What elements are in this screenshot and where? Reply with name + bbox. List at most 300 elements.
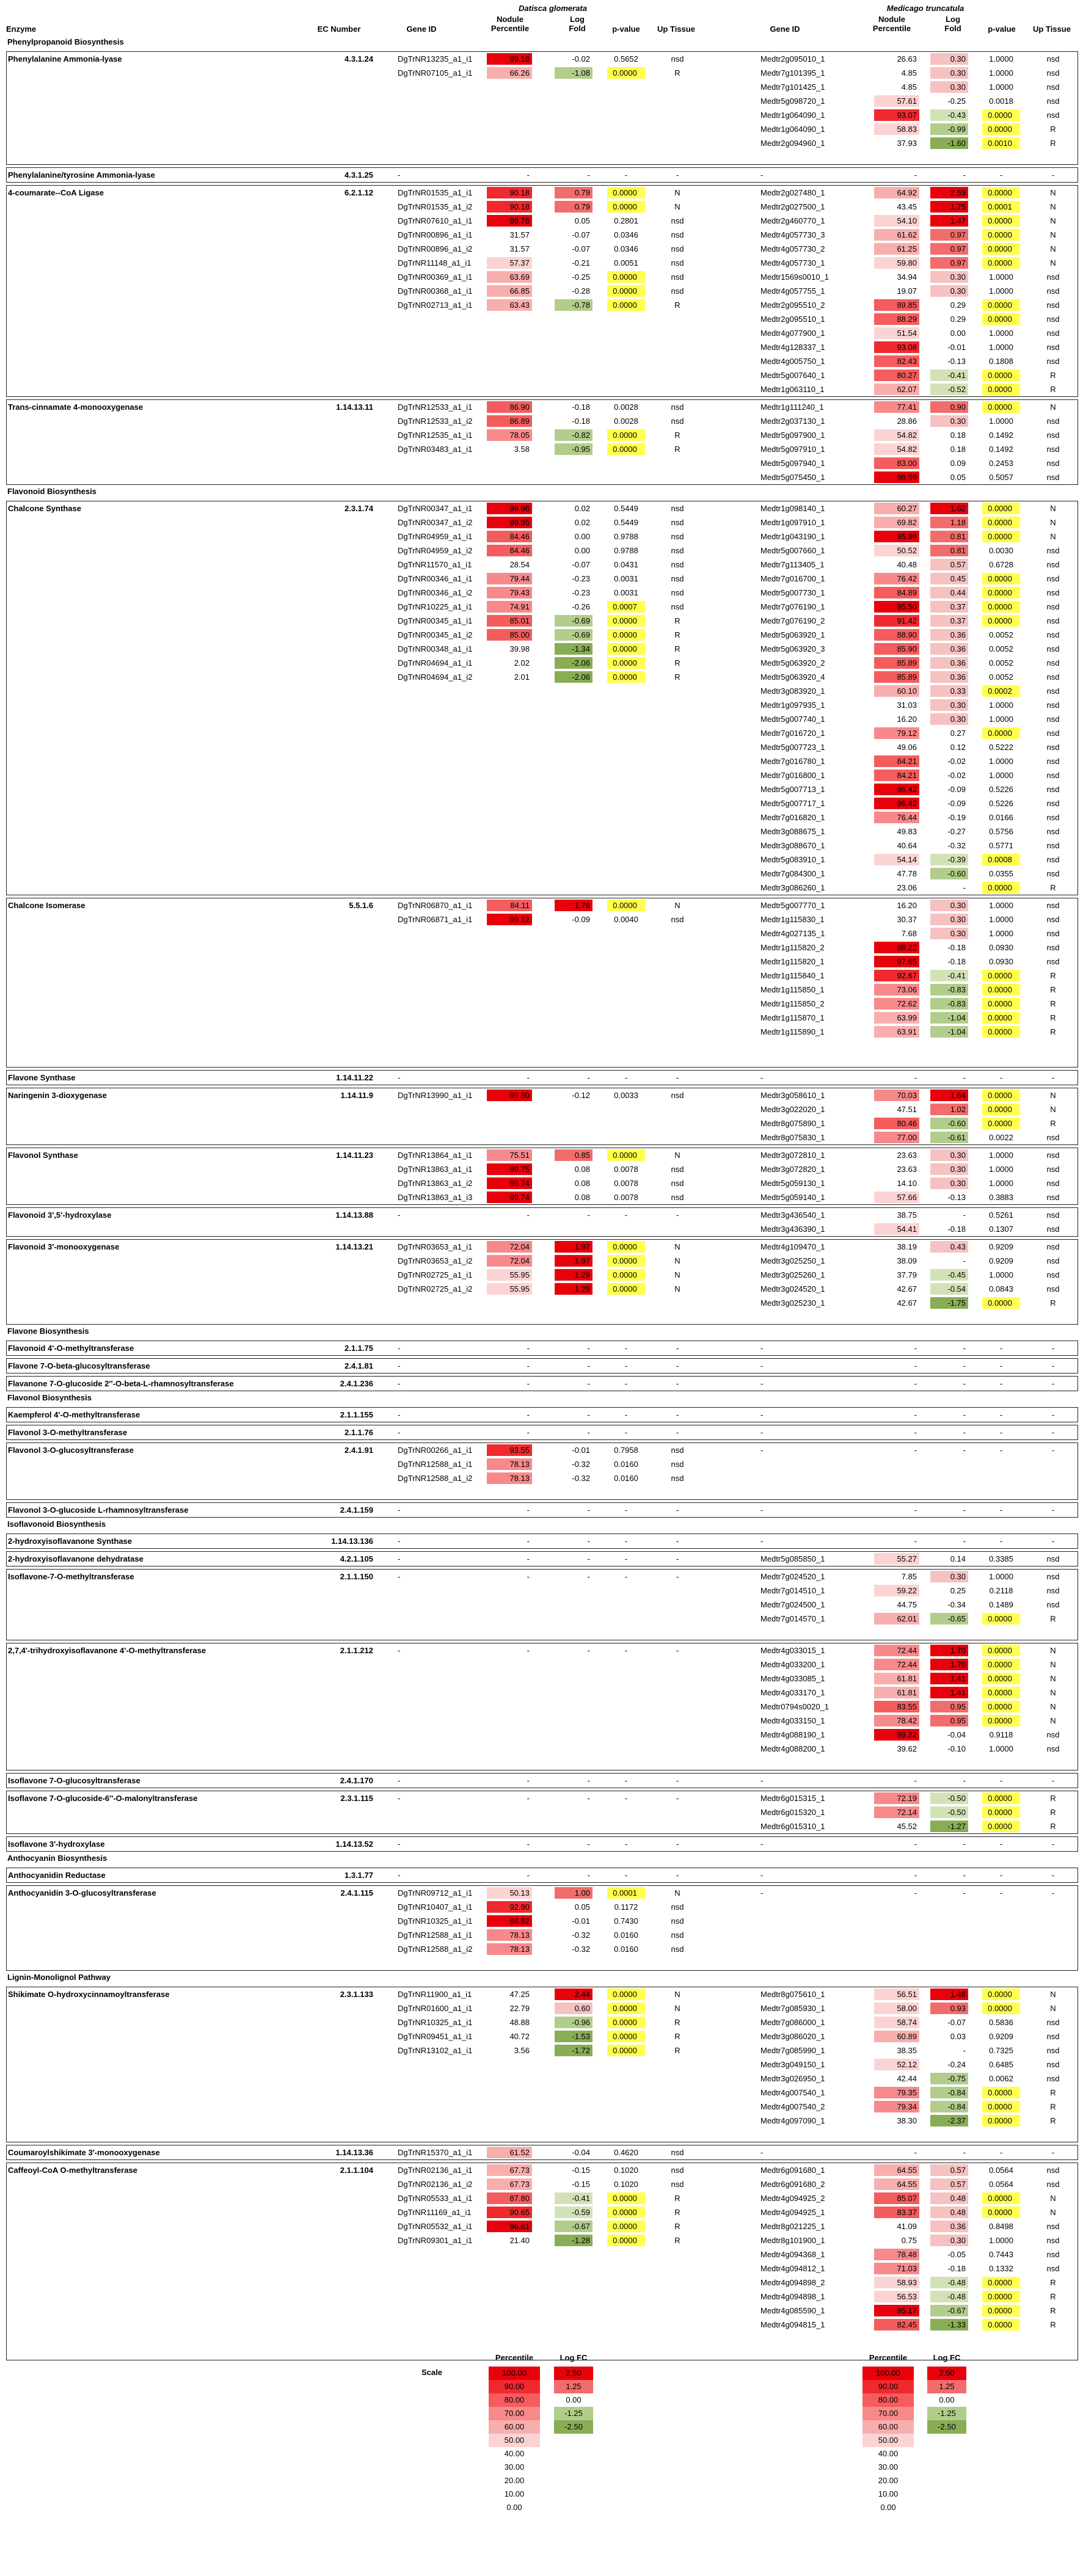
dg-up-tissue: R — [674, 644, 680, 653]
mt-log-fold: -0.84 — [930, 2087, 968, 2098]
dg-p-value: 0.0000 — [607, 2017, 645, 2028]
dg-up-tissue: nsd — [671, 417, 684, 426]
dg-nodule-percentile: - — [527, 1361, 530, 1370]
mt-up-tissue: nsd — [1046, 300, 1060, 310]
table-row — [7, 108, 1078, 122]
enzyme-group — [6, 1569, 1078, 1640]
table-row — [7, 1222, 1078, 1236]
dg-p-value: - — [624, 1505, 628, 1515]
dg-nodule-percentile: 78.13 — [487, 1472, 532, 1484]
table-row — [7, 1116, 1078, 1130]
table-row — [7, 1503, 1078, 1517]
mt-up-tissue: nsd — [1046, 68, 1060, 78]
mt-nodule-percentile: 57.66 — [874, 1192, 919, 1203]
table-row — [7, 912, 1078, 926]
dg-up-tissue: nsd — [671, 1916, 684, 1926]
mt-p-value: - — [999, 1428, 1003, 1437]
dg-log-fold: 0.08 — [574, 1179, 590, 1188]
dg-nodule-percentile: 90.65 — [487, 2207, 532, 2218]
mt-nodule-percentile: - — [914, 1776, 917, 1785]
mt-gene-id: Medtr4g057730_2 — [760, 244, 825, 253]
mt-scale-percentile-swatch: 20.00 — [878, 2476, 899, 2485]
table-row — [7, 740, 1078, 754]
dg-gene-id: DgTrNR00347_a1_i2 — [398, 518, 473, 527]
mt-nodule-percentile: 37.79 — [897, 1270, 917, 1279]
mt-gene-id: Medtr5g007660_1 — [760, 546, 825, 555]
mt-up-tissue: N — [1050, 202, 1056, 211]
table-row — [7, 242, 1078, 256]
enzyme-group — [6, 1358, 1078, 1374]
mt-log-fold: -0.41 — [930, 369, 968, 381]
ec-number: 5.5.1.6 — [349, 901, 373, 910]
dg-gene-id: DgTrNR13863_a1_i2 — [398, 1179, 473, 1188]
mt-gene-id: Medtr1g064090_1 — [760, 125, 825, 134]
mt-nodule-percentile: 61.81 — [874, 1687, 919, 1698]
dg-scale-percentile-swatch: 50.00 — [489, 2434, 540, 2447]
mt-gene-id: Medtr4g128337_1 — [760, 343, 825, 352]
mt-p-value: 0.0000 — [982, 2305, 1020, 2316]
dg-log-fold: -0.21 — [572, 258, 590, 267]
mt-up-tissue: - — [1051, 1344, 1055, 1353]
mt-p-value: 0.5226 — [989, 799, 1013, 808]
mt-gene-id: - — [760, 1073, 764, 1082]
dg-log-fold: -1.72 — [555, 2045, 593, 2056]
mt-up-tissue: nsd — [1046, 672, 1060, 682]
table-row — [7, 1837, 1078, 1851]
mt-up-tissue: nsd — [1046, 1210, 1060, 1220]
dg-p-value: - — [624, 1839, 628, 1849]
mt-up-tissue: nsd — [1046, 473, 1060, 482]
dg-nodule-percentile: 31.57 — [509, 230, 530, 239]
enzyme-name: Isoflavone 3'-hydroxylase — [8, 1839, 105, 1849]
ec-number: 6.2.1.12 — [345, 188, 373, 197]
table-row — [7, 698, 1078, 712]
mt-p-value: - — [999, 1344, 1003, 1353]
mt-log-fold: 0.37 — [930, 615, 968, 627]
mt-up-tissue: - — [1051, 1537, 1055, 1546]
mt-p-value: 1.0000 — [989, 1165, 1013, 1174]
dg-up-tissue: - — [676, 170, 679, 180]
table-row — [7, 2191, 1078, 2205]
dg-gene-id: DgTrNR00345_a1_i1 — [398, 616, 473, 625]
mt-gene-id: - — [760, 1379, 764, 1388]
dg-p-value: 0.0431 — [614, 560, 638, 569]
mt-nodule-percentile: 59.22 — [874, 1585, 919, 1596]
mt-nodule-percentile: - — [914, 1446, 917, 1455]
dg-p-value: 0.0160 — [614, 1945, 638, 1954]
dg-gene-id: DgTrNR10325_a1_i1 — [398, 2018, 473, 2027]
table-row — [7, 214, 1078, 228]
table-row — [7, 1534, 1078, 1548]
table-row — [7, 2247, 1078, 2261]
mt-nodule-percentile: 77.00 — [874, 1132, 919, 1143]
mt-p-value: 0.6485 — [989, 2060, 1013, 2069]
mt-nodule-percentile: 77.41 — [874, 401, 919, 413]
dg-nodule-percentile: 55.95 — [487, 1269, 532, 1281]
mt-log-fold: - — [963, 1344, 966, 1353]
dg-gene-id: DgTrNR00896_a1_i1 — [398, 230, 473, 239]
mt-nodule-percentile: 44.75 — [897, 1600, 917, 1609]
mt-nodule-percentile: 45.52 — [897, 1822, 917, 1831]
mt-gene-id: Medtr4g097090_1 — [760, 2116, 825, 2125]
table-row — [7, 1956, 1078, 1970]
mt-log-fold: 0.97 — [930, 257, 968, 269]
dg-up-tissue: - — [676, 1794, 679, 1803]
mt-up-tissue: nsd — [1046, 1730, 1060, 1739]
table-row — [7, 2304, 1078, 2318]
dg-p-value: 0.0000 — [607, 657, 645, 669]
ec-number: 1.14.11.22 — [336, 1073, 373, 1082]
mt-gene-id: Medtr1g115820_2 — [760, 943, 825, 952]
mt-nodule-percentile: 54.41 — [874, 1223, 919, 1235]
mt-nodule-percentile: 38.75 — [897, 1210, 917, 1220]
mt-nodule-percentile: 42.44 — [897, 2074, 917, 2083]
table-row — [7, 2177, 1078, 2191]
ec-number: 4.3.1.25 — [345, 170, 373, 180]
ec-number: 4.3.1.24 — [345, 54, 373, 64]
mt-p-value: 1.0000 — [989, 286, 1013, 296]
mt-p-value: 1.0000 — [989, 901, 1013, 910]
dg-log-fold: -0.23 — [572, 588, 590, 597]
dg-log-fold: - — [587, 1073, 590, 1082]
mt-gene-id: - — [760, 1871, 764, 1880]
mt-scale-percentile-title: Percentile — [869, 2353, 908, 2362]
dg-log-fold: 0.05 — [574, 1902, 590, 1912]
enzyme-group — [6, 1443, 1078, 1500]
dg-gene-id: DgTrNR13863_a1_i3 — [398, 1193, 473, 1202]
ec-number: 2.3.1.115 — [340, 1794, 373, 1803]
mt-nodule-percentile: - — [914, 1839, 917, 1849]
mt-gene-id: Medtr4g033170_1 — [760, 1688, 825, 1697]
mt-log-fold: 0.30 — [930, 53, 968, 65]
mt-scale-percentile-swatch: 50.00 — [862, 2434, 914, 2447]
dg-nodule-percentile: 39.98 — [509, 644, 530, 653]
table-row — [7, 1886, 1078, 1900]
mt-gene-id: Medtr3g049150_1 — [760, 2060, 825, 2069]
table-row — [7, 2290, 1078, 2304]
mt-nodule-percentile: 84.21 — [874, 770, 919, 781]
mt-p-value: 1.0000 — [989, 771, 1013, 780]
dg-p-value: 0.5449 — [614, 504, 638, 513]
mt-up-tissue: N — [1050, 2208, 1056, 2217]
mt-log-fold: 0.97 — [930, 229, 968, 241]
mt-log-fold: 0.97 — [930, 243, 968, 255]
mt-p-value: 0.0166 — [989, 813, 1013, 822]
dg-log-fold: -0.07 — [572, 560, 590, 569]
dg-nodule-percentile: - — [527, 1344, 530, 1353]
dg-p-value: 0.0031 — [614, 588, 638, 597]
mt-p-value: 0.0000 — [982, 1673, 1020, 1684]
mt-up-tissue: R — [1050, 2320, 1056, 2329]
dg-p-value: - — [624, 1871, 628, 1880]
mt-up-tissue: nsd — [1046, 2180, 1060, 2189]
mt-up-tissue: N — [1050, 1660, 1056, 1669]
ec-column-header: EC Number — [317, 24, 361, 34]
mt-nodule-percentile: 31.03 — [897, 700, 917, 710]
mt-log-fold: -0.13 — [947, 357, 966, 366]
dg-gene-id: DgTrNR03653_a1_i1 — [398, 1242, 473, 1251]
mt-log-fold: - — [963, 1888, 966, 1897]
table-row — [7, 1774, 1078, 1788]
dg-up-tissue: R — [674, 431, 680, 440]
dg-gene-id: DgTrNR06870_a1_i1 — [398, 901, 473, 910]
mt-p-value: 0.5756 — [989, 827, 1013, 836]
dg-p-value: 0.0040 — [614, 915, 638, 924]
dg-up-tissue: - — [676, 1379, 679, 1388]
table-row — [7, 558, 1078, 572]
mt-gene-id: Medtr8g075610_1 — [760, 1990, 825, 1999]
mt-up-tissue: nsd — [1046, 771, 1060, 780]
table-row — [7, 52, 1078, 66]
dg-log-fold: - — [587, 170, 590, 180]
table-row — [7, 2086, 1078, 2100]
dg-nodule-percentile: 66.85 — [487, 285, 532, 297]
table-row — [7, 1742, 1078, 1756]
dg-up-tissue: R — [674, 2018, 680, 2027]
mt-log-fold: 1.41 — [930, 1687, 968, 1698]
dg-log-fold: - — [587, 1554, 590, 1563]
dg-nodule-percentile: - — [527, 1410, 530, 1419]
ec-number: 1.14.13.52 — [335, 1839, 373, 1849]
enzyme-name: Flavonoid 3',5'-hydroxylase — [8, 1210, 112, 1220]
dg-p-value: - — [624, 1776, 628, 1785]
mt-p-value: 0.0000 — [982, 384, 1020, 395]
dg-nodule-column-header: Nodule Percentile — [490, 15, 530, 33]
mt-up-tissue: - — [1051, 1776, 1055, 1785]
mt-log-fold: 1.18 — [930, 517, 968, 528]
mt-nodule-percentile: 30.37 — [897, 915, 917, 924]
mt-log-fold: 0.90 — [930, 401, 968, 413]
mt-gene-id: Medtr5g007640_1 — [760, 371, 825, 380]
mt-nodule-percentile: 59.80 — [874, 257, 919, 269]
dg-scale-percentile-swatch: 70.00 — [489, 2407, 540, 2420]
mt-log-fold: 1.41 — [930, 1673, 968, 1684]
mt-log-fold: 0.45 — [930, 573, 968, 584]
dg-p-value: 0.5449 — [614, 518, 638, 527]
table-row — [7, 515, 1078, 529]
dg-log-fold: - — [587, 1794, 590, 1803]
mt-log-fold: -1.04 — [930, 1012, 968, 1024]
dg-gene-id: DgTrNR02136_a1_i1 — [398, 2166, 473, 2175]
dg-up-tissue: nsd — [671, 602, 684, 611]
mt-nodule-percentile: 84.21 — [874, 755, 919, 767]
section-title: Flavonol Biosynthesis — [7, 1393, 92, 1402]
mt-p-value: 0.0000 — [982, 2101, 1020, 2112]
mt-p-value: 0.0000 — [982, 299, 1020, 311]
dg-up-tissue: R — [674, 616, 680, 625]
mt-gene-id: Medtr8g021225_1 — [760, 2222, 825, 2231]
mt-log-fold: - — [963, 1210, 966, 1220]
dg-log-fold: -0.04 — [572, 2148, 590, 2157]
dg-p-value: 0.0000 — [607, 2045, 645, 2056]
dg-log-fold: -0.09 — [572, 915, 590, 924]
mt-gene-id: Medtr5g007730_1 — [760, 588, 825, 597]
table-row — [7, 186, 1078, 200]
mt-gene-id: Medtr3g025260_1 — [760, 1270, 825, 1279]
mt-gene-id: - — [760, 1839, 764, 1849]
mt-gene-id: Medtr1g063110_1 — [760, 385, 825, 394]
table-row — [7, 600, 1078, 614]
mt-p-value: 0.0000 — [982, 229, 1020, 241]
mt-gene-id: Medtr5g007717_1 — [760, 799, 825, 808]
dg-gene-id: DgTrNR11169_a1_i1 — [398, 2208, 472, 2217]
mt-nodule-percentile: 23.06 — [897, 883, 917, 892]
mt-p-value: 0.0000 — [982, 1792, 1020, 1804]
mt-nodule-percentile: 0.75 — [901, 2236, 917, 2245]
mt-scale-logfc-swatch: -1.25 — [927, 2407, 966, 2420]
dg-p-value: 0.0000 — [607, 285, 645, 297]
enzyme-name: Anthocyanidin 3-O-glucosyltransferase — [8, 1888, 156, 1897]
dg-nodule-percentile: 99.74 — [487, 1192, 532, 1203]
table-row — [7, 1928, 1078, 1942]
ec-number: 2.4.1.236 — [340, 1379, 373, 1388]
dg-gene-id: DgTrNR11570_a1_i1 — [398, 560, 472, 569]
dg-gene-id: DgTrNR00348_a1_i1 — [398, 644, 473, 653]
dg-p-value: - — [624, 1344, 628, 1353]
mt-up-tissue: nsd — [1046, 743, 1060, 752]
mt-p-value: 0.0018 — [989, 96, 1013, 106]
mt-p-value: 0.0000 — [982, 615, 1020, 627]
section-title: Lignin-Monolignol Pathway — [7, 1973, 111, 1982]
table-row — [7, 955, 1078, 969]
dg-up-tissue: - — [676, 1210, 679, 1220]
mt-nodule-percentile: 38.19 — [897, 1242, 917, 1251]
dg-up-tissue: R — [674, 658, 680, 668]
mt-up-tissue: nsd — [1046, 658, 1060, 668]
mt-p-value: 0.0564 — [989, 2166, 1013, 2175]
mt-up-tissue: nsd — [1046, 82, 1060, 92]
table-header — [6, 0, 1078, 35]
dg-gene-id: DgTrNR09301_a1_i1 — [398, 2236, 473, 2245]
mt-gene-id: Medtr5g097900_1 — [760, 431, 825, 440]
table-row — [7, 428, 1078, 442]
mt-p-value: 1.0000 — [989, 68, 1013, 78]
enzyme-group — [6, 1773, 1078, 1788]
table-row — [7, 1130, 1078, 1144]
dg-up-tissue: nsd — [671, 272, 684, 282]
mt-up-tissue: nsd — [1046, 1554, 1060, 1563]
mt-nodule-percentile: 52.12 — [874, 2059, 919, 2070]
mt-gene-id: Medtr8g075830_1 — [760, 1133, 825, 1142]
dg-gene-id: - — [398, 1776, 401, 1785]
dg-up-tissue: R — [674, 2236, 680, 2245]
mt-log-fold: 0.30 — [930, 1177, 968, 1189]
enzyme-name: Caffeoyl-CoA O-methyltransferase — [8, 2166, 137, 2175]
mt-log-fold: -0.48 — [930, 2291, 968, 2302]
dg-gene-id: - — [398, 170, 401, 180]
mt-gene-id: Medtr1g097935_1 — [760, 700, 825, 710]
mt-log-fold: -0.18 — [947, 957, 966, 966]
enzyme-name: Trans-cinnamate 4-monooxygenase — [8, 402, 144, 412]
dg-log-fold: -0.02 — [572, 54, 590, 64]
mt-nodule-percentile: 79.12 — [874, 727, 919, 739]
dg-up-tissue: - — [676, 1537, 679, 1546]
mt-log-fold: 0.37 — [930, 601, 968, 613]
mt-p-value: 0.3883 — [989, 1193, 1013, 1202]
enzyme-group — [6, 1407, 1078, 1422]
dg-nodule-percentile: - — [527, 1839, 530, 1849]
mt-log-fold: 0.30 — [930, 699, 968, 711]
dg-log-fold: - — [587, 1776, 590, 1785]
dg-gene-id: DgTrNR01535_a1_i2 — [398, 202, 473, 211]
mt-log-fold: 0.48 — [930, 2207, 968, 2218]
dg-p-value: 0.0160 — [614, 1460, 638, 1469]
dg-nodule-percentile: - — [527, 1428, 530, 1437]
table-row — [7, 628, 1078, 642]
dg-gene-id: DgTrNR03653_a1_i2 — [398, 1256, 473, 1265]
dg-nodule-percentile: 98.76 — [487, 215, 532, 227]
dg-up-tissue: R — [674, 445, 680, 454]
enzyme-group — [6, 1868, 1078, 1883]
mt-up-tissue: nsd — [1046, 841, 1060, 850]
enzyme-name: 4-coumarate--CoA Ligase — [8, 188, 104, 197]
dg-nodule-percentile: 72.04 — [487, 1241, 532, 1253]
mt-p-value: 0.0000 — [982, 601, 1020, 613]
dg-log-fold: - — [587, 1572, 590, 1581]
table-row — [7, 1714, 1078, 1728]
table-row — [7, 810, 1078, 824]
mt-log-fold: 0.00 — [950, 329, 966, 338]
dg-nodule-percentile: 3.58 — [514, 445, 530, 454]
mt-log-fold: 0.93 — [930, 2003, 968, 2014]
mt-up-tissue: nsd — [1046, 2236, 1060, 2245]
mt-up-tissue: N — [1050, 216, 1056, 225]
mt-p-value: 0.0000 — [982, 882, 1020, 893]
mt-nodule-percentile: 26.63 — [897, 54, 917, 64]
mt-p-value: 0.0000 — [982, 215, 1020, 227]
mt-up-tissue: nsd — [1046, 799, 1060, 808]
enzyme-group — [6, 1088, 1078, 1145]
dg-gene-id: DgTrNR00345_a1_i2 — [398, 630, 473, 639]
mt-gene-id: Medtr5g063920_3 — [760, 644, 825, 653]
table-row — [7, 529, 1078, 544]
mt-p-value: 0.0000 — [982, 573, 1020, 584]
dg-log-fold: -0.96 — [555, 2017, 593, 2028]
dg-p-value: 0.0001 — [607, 1887, 645, 1899]
mt-nodule-percentile: 80.27 — [874, 369, 919, 381]
mt-p-value: 1.0000 — [989, 715, 1013, 724]
dg-gene-id: DgTrNR15370_a1_i1 — [398, 2148, 473, 2157]
mt-up-tissue: nsd — [1046, 1133, 1060, 1142]
dg-gene-id: DgTrNR03483_a1_i1 — [398, 445, 473, 454]
dg-log-fold: - — [587, 1344, 590, 1353]
enzyme-name: Phenylalanine/tyrosine Ammonia-lyase — [8, 170, 155, 180]
mt-p-value: 0.0000 — [982, 1659, 1020, 1670]
mt-gene-id: - — [760, 1344, 764, 1353]
table-row — [7, 1025, 1078, 1039]
table-row — [7, 66, 1078, 80]
mt-up-tissue: N — [1050, 230, 1056, 239]
dg-p-value: 0.0000 — [607, 271, 645, 283]
dg-nodule-percentile: 99.75 — [487, 1163, 532, 1175]
mt-up-tissue: nsd — [1046, 1242, 1060, 1251]
mt-gene-id: - — [760, 1428, 764, 1437]
dg-log-fold: 0.60 — [555, 2003, 593, 2014]
dg-p-value: 0.0051 — [614, 258, 638, 267]
table-row — [7, 997, 1078, 1011]
dg-log-fold: -0.07 — [572, 244, 590, 253]
dg-gene-id: DgTrNR12535_a1_i1 — [398, 431, 473, 440]
mt-p-value: 0.1492 — [989, 445, 1013, 454]
mt-up-tissue: nsd — [1046, 459, 1060, 468]
mt-gene-id: Medtr1g097910_1 — [760, 518, 825, 527]
dg-gene-id: DgTrNR07610_a1_i1 — [398, 216, 473, 225]
dg-scale-percentile-swatch: 40.00 — [504, 2449, 525, 2458]
dg-p-value: 0.0000 — [607, 643, 645, 655]
mt-scale-percentile-swatch: 30.00 — [878, 2462, 899, 2472]
dg-log-fold: 2.44 — [555, 1988, 593, 2000]
mt-p-value: 0.0564 — [989, 2180, 1013, 2189]
